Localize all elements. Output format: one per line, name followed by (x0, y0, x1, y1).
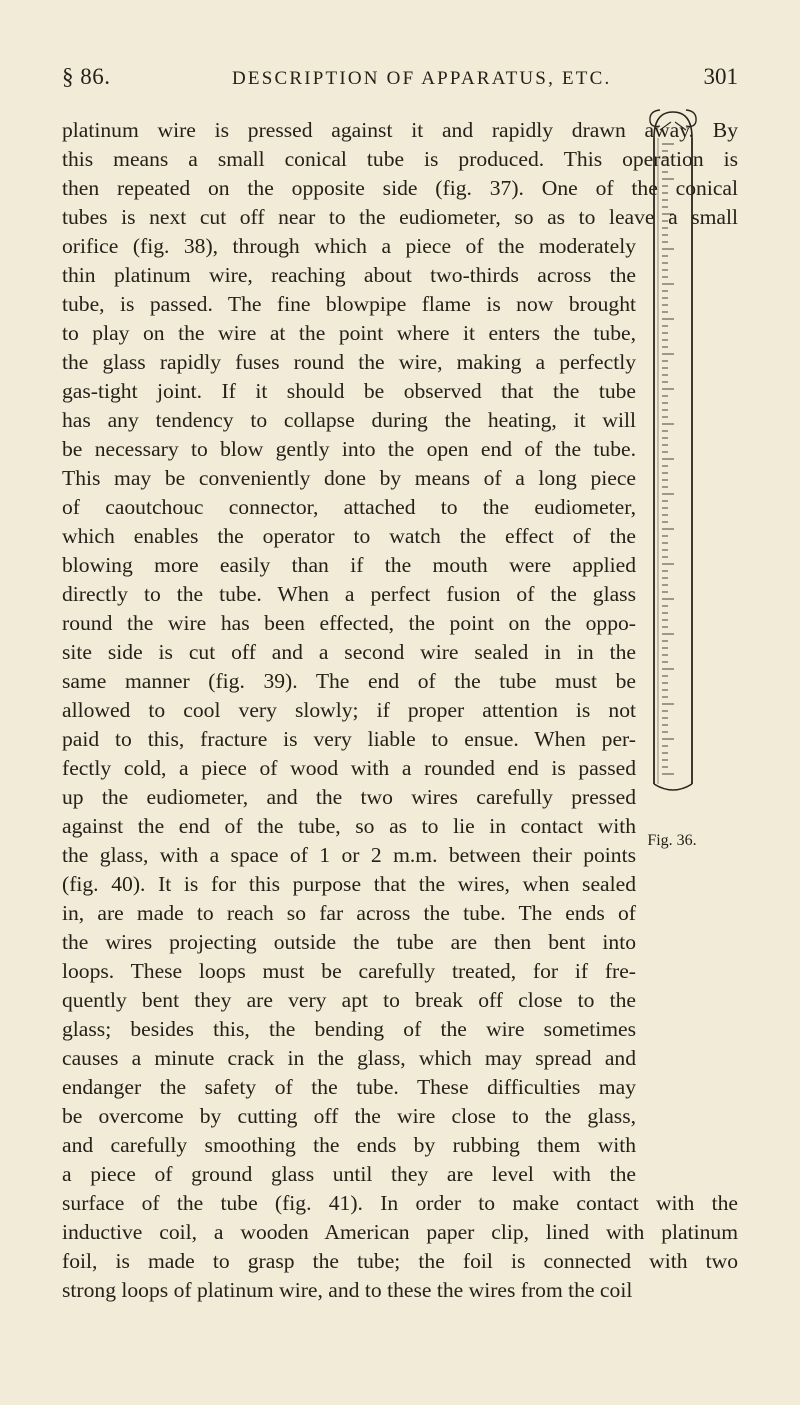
text-line: tubes is next cut off near to the eudiometer, so as to leave a small (62, 205, 738, 229)
text-line: up the eudiometer, and the two wires carefully pressed (62, 785, 636, 809)
text-line: a piece of ground glass until they are level with the (62, 1162, 636, 1186)
text-line: then repeated on the opposite side (fig. 37). One of the conical (62, 176, 738, 200)
text-line: in, are made to reach so far across the tube. The ends of (62, 901, 636, 925)
running-head (62, 60, 738, 94)
page-number: 301 (703, 64, 738, 89)
text-line: This may be conveniently done by means of a long piece (62, 466, 636, 490)
text-line: directly to the tube. When a perfect fusion of the glass (62, 582, 636, 606)
text-line: strong loops of platinum wire, and to these the wires from the coil (62, 1278, 633, 1302)
text-line: be overcome by cutting off the wire close to the glass, (62, 1104, 636, 1128)
text-line: to play on the wire at the point where it enters the tube, (62, 321, 636, 345)
text-line: which enables the operator to watch the effect of the (62, 524, 636, 548)
text-line: same manner (fig. 39). The end of the tube must be (62, 669, 636, 693)
text-line: this means a small conical tube is produced. This operation is (62, 147, 738, 171)
text-line: foil, is made to grasp the tube; the foil is connected with two (62, 1249, 738, 1273)
text-line: be necessary to blow gently into the open end of the tube. (62, 437, 636, 461)
graduation-scale (662, 144, 674, 774)
text-line: gas-tight joint. If it should be observed that the tube (62, 379, 636, 403)
text-line: of caoutchouc connector, attached to the eudiometer, (62, 495, 636, 519)
figure-caption: Fig. 36. (647, 832, 697, 849)
sealed-wires (660, 122, 686, 130)
text-line: allowed to cool very slowly; if proper attention is not (62, 698, 636, 722)
text-line: endanger the safety of the tube. These difficulties may (62, 1075, 636, 1099)
text-line: thin platinum wire, reaching about two-thirds across the (62, 263, 636, 287)
text-line: the wires projecting outside the tube are then bent into (62, 930, 636, 954)
text-line: orifice (fig. 38), through which a piece of the moderately (62, 234, 636, 258)
text-line: surface of the tube (fig. 41). In order to make contact with the (62, 1191, 738, 1215)
text-line: paid to this, fracture is very liable to ensue. When per- (62, 727, 636, 751)
text-line: inductive coil, a wooden American paper clip, lined with platinum (62, 1220, 738, 1244)
figure-36 (640, 108, 706, 794)
text-line: site side is cut off and a second wire sealed in in the (62, 640, 636, 664)
text-line: and carefully smoothing the ends by rubbing them with (62, 1133, 636, 1157)
text-line: (fig. 40). It is for this purpose that the wires, when sealed (62, 872, 636, 896)
text-line: tube, is passed. The fine blowpipe flame is now brought (62, 292, 636, 316)
section-number: § 86. (62, 64, 111, 89)
text-line: platinum wire is pressed against it and rapidly drawn away. By (62, 118, 738, 142)
text-line: blowing more easily than if the mouth were applied (62, 553, 636, 577)
tube-dome (654, 112, 692, 138)
text-line: glass; besides this, the bending of the wire sometimes (62, 1017, 636, 1041)
text-line: has any tendency to collapse during the heating, it will (62, 408, 636, 432)
text-line: the glass, with a space of 1 or 2 m.m. between their points (62, 843, 636, 867)
running-title: DESCRIPTION OF APPARATUS, ETC. (232, 68, 612, 89)
text-line: quently bent they are very apt to break off close to the (62, 988, 636, 1012)
text-line: fectly cold, a piece of wood with a rounded end is passed (62, 756, 636, 780)
tube-open-end (654, 784, 692, 790)
text-line: against the end of the tube, so as to lie in contact with (62, 814, 636, 838)
text-line: round the wire has been effected, the point on the oppo- (62, 611, 636, 635)
text-line: the glass rapidly fuses round the wire, making a perfectly (62, 350, 636, 374)
text-line: loops. These loops must be carefully treated, for if fre- (62, 959, 636, 983)
eudiometer-tube-icon (640, 108, 706, 794)
text-line: causes a minute crack in the glass, which may spread and (62, 1046, 636, 1070)
